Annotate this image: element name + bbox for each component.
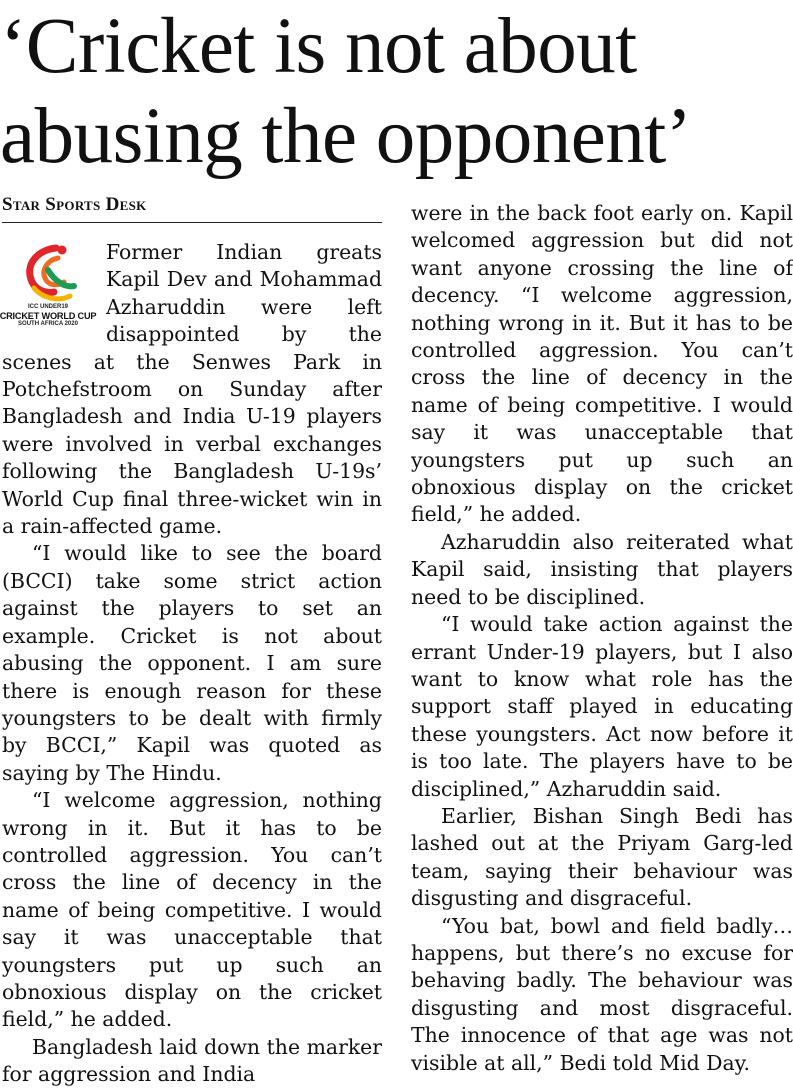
paragraph: “You bat, bowl and field badly… happens, but there’s no excuse for behaving badly. The behaviour was disgusting and most disgraceful. The innocence of that age was not visible at all,” Bedi told Mid Day.	[411, 913, 793, 1075]
article-column-2	[411, 200, 793, 1077]
paragraph: “I would like to see the board (BCCI) take some strict action against the players to set an example. Cricket is not about abusing the opponent. I am sure there is enough reason for these youngsters to be dealt with firmly by BCCI,” Kapil was quoted as saying by The Hindu.	[2, 541, 382, 785]
logo-text-south-africa: SOUTH AFRICA 2020	[18, 321, 78, 327]
u19-world-cup-logo	[0, 242, 97, 342]
paragraph: Bangladesh laid down the marker for aggression and India	[2, 1034, 382, 1087]
article-column-1	[2, 239, 382, 1089]
logo-text-under19: ICC UNDER19	[27, 304, 68, 310]
world-cup-emblem-icon	[18, 242, 78, 304]
headline: ‘Cricket is not about abusing the opponent’	[0, 3, 692, 180]
paragraph: Earlier, Bishan Singh Bedi has lashed out at the Priyam Garg-led team, saying their behaviour was disgusting and disgraceful.	[411, 803, 793, 911]
paragraph: “I would take action against the errant Under-19 players, but I also want to know what role has the support staff played in educating these youngsters. Act now before it is too late. The players have to be disciplined,” Azharuddin said.	[411, 612, 793, 801]
paragraph: Azharuddin also reiterated what Kapil said, insisting that players need to be disciplined.	[411, 529, 793, 609]
byline: Star Sports Desk	[2, 193, 382, 223]
logo-text-world-cup: CRICKET WORLD CUP	[0, 311, 97, 321]
paragraph: were in the back foot early on. Kapil welcomed aggression but did not want anyone crossing the line of decency. “I welcome aggression, nothing wrong in it. But it has to be controlled aggression. You can’t cross the line of decency in the name of being competitive. I would say it was unacceptable that youngsters put up such an obnoxious display on the cricket field,” he added.	[411, 201, 793, 527]
paragraph: “I welcome aggression, nothing wrong in it. But it has to be controlled aggression. You can’t cross the line of decency in the name of being competitive. I would say it was unacceptable that youngsters put up such an obnoxious display on the cricket field,” he added.	[2, 788, 382, 1032]
paragraph: Former Indian greats Kapil Dev and Mohammad Azharuddin were left disappointed by the scenes at the Senwes Park in Potchefstroom on Sunday after Bangladesh and India U-19 players were involved in verbal exchanges following the Bangladesh U-19s’ World Cup final three-wicket win in a rain-affected game.	[2, 240, 382, 539]
